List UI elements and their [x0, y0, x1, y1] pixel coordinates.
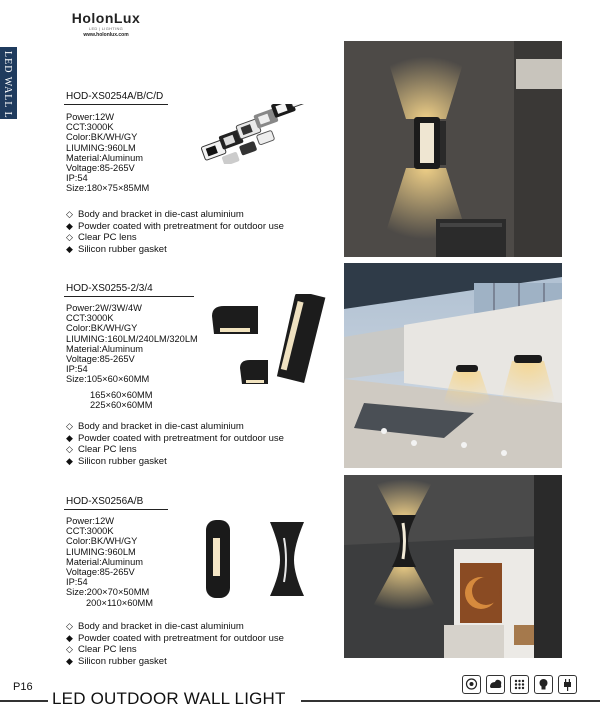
spec-line: 200×110×60MM — [86, 597, 154, 608]
spec-line: Power:2W/3W/4W — [66, 303, 142, 313]
feature-item: ◇ Body and bracket in die-cast aluminium — [66, 209, 244, 220]
feature-item: ◆ Silicon rubber gasket — [66, 655, 167, 667]
spec-line: Voltage:85-265V — [66, 163, 135, 174]
product-2-installation-photo — [344, 263, 562, 468]
footer-rule-right — [301, 700, 600, 702]
feature-item: ◆ Silicon rubber gasket — [66, 455, 167, 467]
product-3-underline — [64, 509, 168, 510]
brand-url: www.holonlux.com — [83, 32, 129, 38]
spec-line: Color:BK/WH/GY — [66, 536, 138, 547]
led-cert-icon — [510, 675, 529, 694]
feature-marker-icon: ◇ — [66, 644, 73, 655]
feature-marker-icon: ◇ — [66, 232, 73, 243]
feature-marker-icon: ◇ — [66, 421, 73, 431]
footer-title: LED OUTDOOR WALL LIGHT — [52, 689, 286, 708]
product-2-model: HOD-XS0255-2/3/4 — [66, 283, 153, 294]
feature-marker-icon: ◆ — [66, 455, 73, 466]
lens-cert-icon — [462, 675, 481, 694]
outdoor-cert-icon — [486, 675, 505, 694]
feature-item: ◆ Powder coated with pretreatment for outdoor use — [66, 632, 284, 644]
spec-line: 165×60×60MM — [90, 389, 153, 400]
spec-line: Power:12W — [66, 112, 115, 122]
spec-line: Color:BK/WH/GY — [66, 132, 138, 143]
spec-line: Material:Aluminum — [66, 152, 143, 163]
brand-tagline: LED | LIGHTING — [88, 26, 124, 31]
spec-line: CCT:3000K — [66, 526, 114, 537]
product-2-features — [66, 421, 284, 467]
product-2-underline — [64, 296, 194, 297]
spec-line: Color:BK/WH/GY — [66, 323, 138, 334]
feature-item: ◇ Clear PC lens — [66, 444, 137, 456]
feature-marker-icon: ◆ — [66, 432, 73, 443]
spec-line: Material:Aluminum — [66, 343, 143, 354]
product-3-installation-photo — [344, 475, 562, 658]
product-3-variants-image — [200, 516, 320, 600]
spec-line: LIUMING:960LM — [66, 546, 136, 557]
feature-marker-icon: ◇ — [66, 444, 73, 455]
product-1-specs — [66, 112, 149, 194]
feature-marker-icon: ◆ — [66, 243, 73, 254]
product-3-model: HOD-XS0256A/B — [66, 496, 144, 507]
product-2-variants-image — [206, 294, 331, 394]
product-3-features — [66, 621, 284, 667]
spec-line: Size:180×75×85MM — [66, 183, 150, 194]
feature-item: ◇ Clear PC lens — [66, 232, 137, 244]
plug-cert-icon — [558, 675, 577, 694]
category-side-tab-label: LED WALL LIT — [2, 51, 13, 131]
feature-item: ◇ Body and bracket in die-cast aluminium — [66, 421, 244, 432]
feature-item: ◇ Body and bracket in die-cast aluminium — [66, 621, 244, 632]
spec-line: LIUMING:960LM — [66, 142, 136, 153]
brand-logo — [66, 10, 146, 38]
product-1-underline — [64, 104, 168, 105]
feature-item: ◆ Powder coated with pretreatment for outdoor use — [66, 432, 284, 444]
bulb-cert-icon — [534, 675, 553, 694]
spec-line: 225×60×60MM — [90, 399, 153, 410]
feature-item: ◇ Clear PC lens — [66, 644, 137, 656]
product-3-specs — [66, 516, 153, 608]
product-1-model: HOD-XS0254A/B/C/D — [66, 91, 164, 102]
feature-marker-icon: ◆ — [66, 220, 73, 231]
feature-item: ◆ Powder coated with pretreatment for outdoor use — [66, 220, 284, 232]
brand-name: HolonLux — [71, 10, 141, 26]
product-1-installation-photo — [344, 41, 562, 257]
feature-marker-icon: ◇ — [66, 621, 73, 631]
page-number: P16 — [13, 681, 33, 693]
product-2-specs — [66, 303, 198, 410]
spec-line: Voltage:85-265V — [66, 567, 135, 578]
spec-line: Voltage:85-265V — [66, 354, 135, 365]
spec-line: Size:105×60×60MM — [66, 374, 150, 385]
product-1-variants-image — [196, 104, 326, 164]
product-1-features — [66, 209, 284, 255]
category-side-tab — [0, 47, 17, 131]
feature-marker-icon: ◇ — [66, 209, 73, 219]
spec-line: Material:Aluminum — [66, 556, 143, 567]
spec-line: Power:12W — [66, 516, 115, 526]
spec-line: IP:54 — [66, 577, 88, 588]
feature-marker-icon: ◆ — [66, 632, 73, 643]
spec-line: IP:54 — [66, 364, 88, 375]
spec-line: LIUMING:160LM/240LM/320LM — [66, 333, 198, 344]
feature-marker-icon: ◆ — [66, 655, 73, 666]
spec-line: Size:200×70×50MM — [66, 587, 150, 598]
spec-line: IP:54 — [66, 173, 88, 184]
spec-line: CCT:3000K — [66, 122, 114, 133]
spec-line: CCT:3000K — [66, 313, 114, 324]
footer-rule-left — [0, 700, 48, 702]
feature-item: ◆ Silicon rubber gasket — [66, 243, 167, 255]
